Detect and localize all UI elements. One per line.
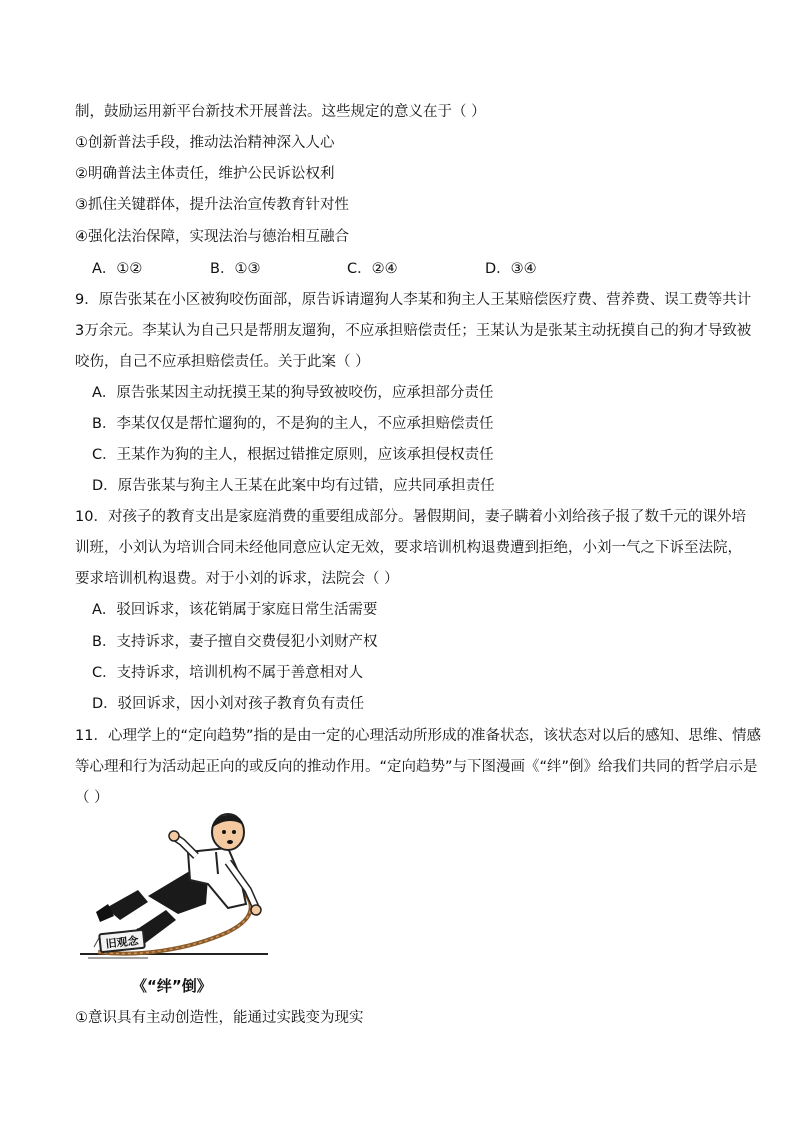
q9-option-d[interactable]: D．原告张某与狗主人王某在此案中均有过错，应共同承担责任: [92, 478, 495, 494]
q8-options: [92, 259, 612, 279]
q9-stem-line-3: 咬伤，自己不应承担赔偿责任。关于此案（ ）: [75, 354, 370, 370]
q8-option-a[interactable]: A．①②: [92, 261, 143, 277]
q10-option-c[interactable]: C．支持诉求，培训机构不属于善意相对人: [92, 665, 364, 681]
q10-option-a[interactable]: A．驳回诉求，该花销属于家庭日常生活需要: [92, 602, 378, 618]
q9-option-a[interactable]: A．原告张某因主动抚摸王某的狗导致被咬伤，应承担部分责任: [92, 385, 494, 401]
old-ideas-sign: [99, 930, 145, 953]
q9-stem-line-1: 9．原告张某在小区被狗咬伤面部，原告诉请遛狗人李某和狗主人王某赔偿医疗费、营养费、误工费等共计: [75, 292, 752, 308]
q10-stem-line-2: 训班，小刘认为培训合同未经他同意应认定无效，要求培训机构退费遭到拒绝，小刘一气之下诉至法院，: [75, 540, 742, 556]
q8-option-d[interactable]: D．③④: [485, 261, 537, 277]
q8-statement-2: ②明确普法主体责任，维护公民诉讼权利: [75, 166, 335, 182]
q9-option-b[interactable]: B．李某仅仅是帮忙遛狗的，不是狗的主人，不应承担赔偿责任: [92, 416, 494, 432]
q9-option-c[interactable]: C．王某作为狗的主人，根据过错推定原则，应该承担侵权责任: [92, 447, 494, 463]
q8-statement-3: ③抓住关键群体，提升法治宣传教育针对性: [75, 197, 349, 213]
q11-statement-1: ①意识具有主动创造性，能通过实践变为现实: [75, 1010, 364, 1026]
q11-stem-line-1: 11．心理学上的“定向趋势”指的是由一定的心理活动所形成的准备状态，该状态对以后的感知、思维、情感: [75, 728, 761, 744]
q9-stem-line-2: 3万余元。李某认为自己只是帮朋友遛狗，不应承担赔偿责任；王某认为是张某主动抚摸自己的狗才导致被: [75, 323, 752, 339]
q11-stem-line-3: （ ）: [75, 790, 109, 806]
q8-statement-1: ①创新普法手段，推动法治精神深入人心: [75, 135, 335, 151]
q10-option-d[interactable]: D．驳回诉求，因小刘对孩子教育负有责任: [92, 696, 365, 712]
q8-statement-4: ④强化法治保障，实现法治与德治相互融合: [75, 229, 349, 245]
q11-stem-line-2: 等心理和行为活动起正向的或反向的推动作用。“定向趋势”与下图漫画《“绊”倒》给我们共同的哲学启示是: [75, 759, 758, 775]
q8-stem-tail: 制，鼓励运用新平台新技术开展普法。这些规定的意义在于（ ）: [75, 104, 486, 120]
q10-option-b[interactable]: B．支持诉求，妻子擅自交费侵犯小刘财产权: [92, 634, 378, 650]
q8-option-b[interactable]: B．①③: [210, 261, 261, 277]
sign-label: 旧观念: [105, 934, 140, 951]
q8-option-c[interactable]: C．②④: [347, 261, 398, 277]
q10-stem-line-1: 10．对孩子的教育支出是家庭消费的重要组成部分。暑假期间，妻子瞒着小刘给孩子报了数千元的课外培: [75, 509, 746, 525]
q10-stem-line-3: 要求培训机构退费。对于小刘的诉求，法院会（ ）: [75, 571, 399, 587]
tripped-cartoon-figure: [78, 812, 288, 962]
figure-caption: 《“绊”倒》: [132, 977, 212, 995]
